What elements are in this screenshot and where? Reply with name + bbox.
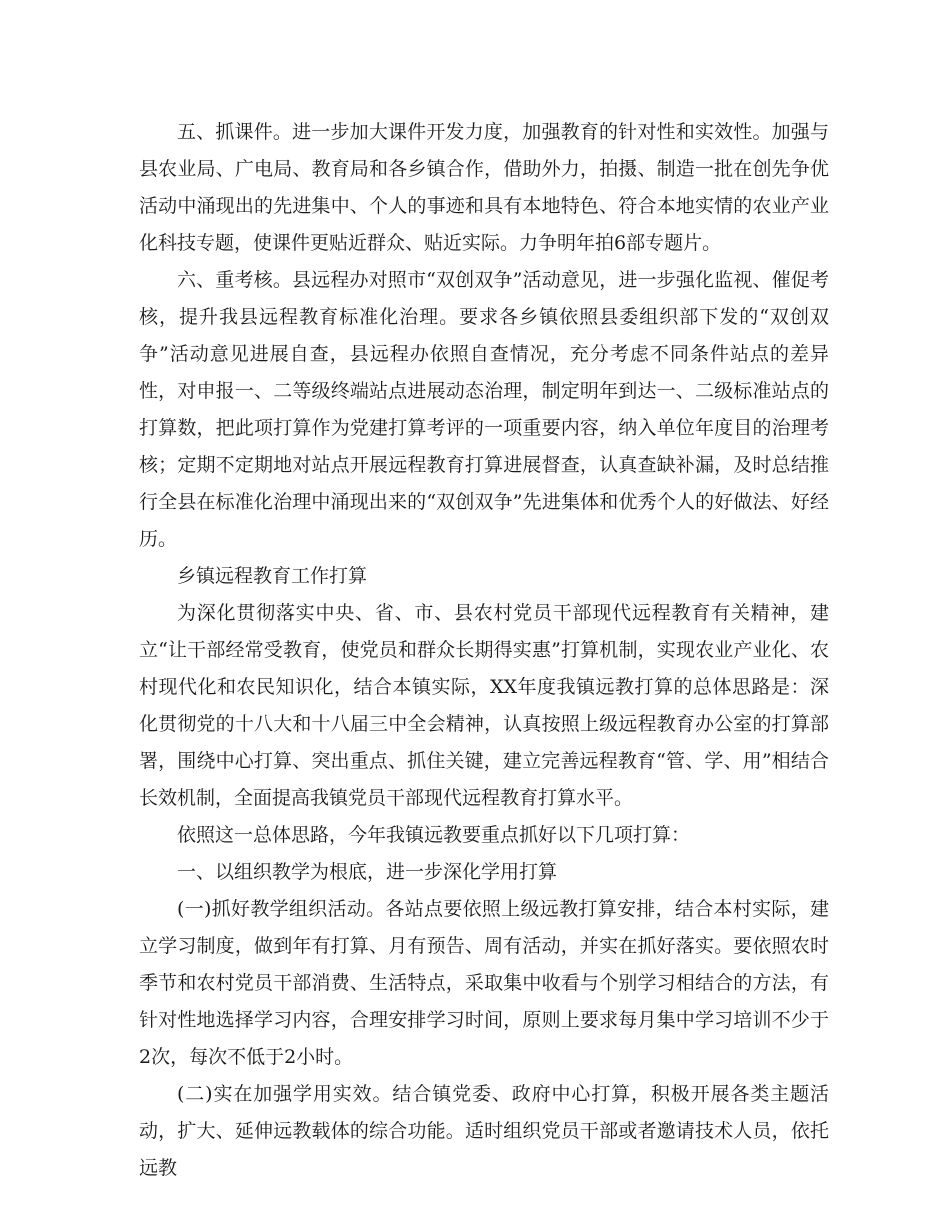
paragraph-assessment: 六、重考核。县远程办对照市“双创双争”活动意见，进一步强化监视、催促考核，提升我县远程教育标准化治理。要求各乡镇依照县委组织部下发的“双创双争”活动意见进展自查，县远程办依照自查情况，充分考虑不同条件站点的差异性，对申报一、二等级终端站点进展动态治理，制定明年到达一、二级标准站点的打算数，把此项打算作为党建打算考评的一项重要内容，纳入单位年度目的治理考核；定期不定期地对站点开展远程教育打算进展督查，认真查缺补漏，及时总结推行全县在标准化治理中涌现出来的“双创双争”先进集体和优秀个人的好做法、好经历。 <box>139 269 829 550</box>
section-title: 乡镇远程教育工作打算 <box>177 565 368 587</box>
heading-one: 一、以组织教学为根底，进一步深化学用打算 <box>177 861 558 883</box>
paragraph-teaching: (一)抓好教学组织活动。各站点要依照上级远教打算安排，结合本村实际，建立学习制度，做到年有打算、月有预告、周有活动，并实在抓好落实。要依照农时季节和农村党员干部消费、生活特点，采取集中收看与个别学习相结合的方法，有针对性地选择学习内容，合理安排学习时间，原则上要求每月集中学习培训不少于2次，每次不低于2小时。 <box>139 898 829 1068</box>
paragraph-effectiveness: (二)实在加强学用实效。结合镇党委、政府中心打算，积极开展各类主题活动，扩大、延伸远教载体的综合功能。适时组织党员干部或者邀请技术人员，依托远教 <box>139 1083 829 1179</box>
paragraph-focus: 依照这一总体思路，今年我镇远教要重点抓好以下几项打算： <box>177 824 691 846</box>
document-body <box>139 114 829 1187</box>
paragraph-courseware: 五、抓课件。进一步加大课件开发力度，加强教育的针对性和实效性。加强与县农业局、广电局、教育局和各乡镇合作，借助外力，拍摄、制造一批在创先争优活动中涌现出的先进集中、个人的事迹和具有本地特色、符合本地实情的农业产业化科技专题，使课件更贴近群众、贴近实际。力争明年拍6部专题片。 <box>139 121 829 254</box>
paragraph-overview: 为深化贯彻落实中央、省、市、县农村党员干部现代远程教育有关精神，建立“让干部经常受教育，使党员和群众长期得实惠”打算机制，实现农业产业化、农村现代化和农民知识化，结合本镇实际，XX年度我镇远教打算的总体思路是：深化贯彻党的十八大和十八届三中全会精神，认真按照上级远程教育办公室的打算部署，围绕中心打算、突出重点、抓住关键，建立完善远程教育“管、学、用”相结合长效机制，全面提高我镇党员干部现代远程教育打算水平。 <box>139 602 829 809</box>
